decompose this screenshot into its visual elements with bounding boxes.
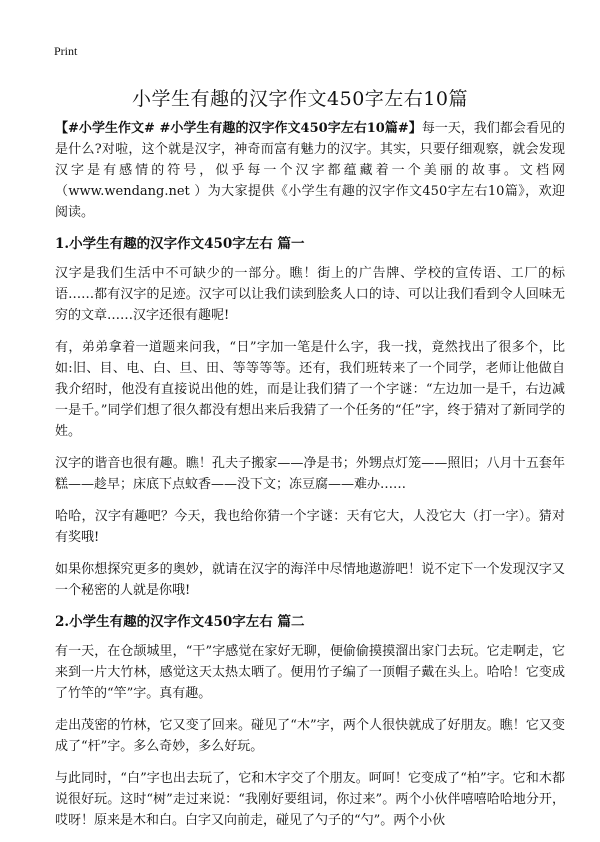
section-paragraph: 如果你想探究更多的奥妙，就请在汉字的海洋中尽情地遨游吧！说不定下一个发现汉字又一个秘密的人就是你哦! [55, 562, 565, 598]
intro-paragraph [55, 118, 565, 223]
section-paragraph: 有，弟弟拿着一道题来问我，“日”字加一笔是什么字，我一找，竟然找出了很多个，比如:旧、目、电、白、旦、田、等等等等。还有，我们班转来了一个同学，老师让他做自我介绍时，他没有直接说出他的姓，而是让我们猜了一个字谜：“左边加一是千，右边减一是千。”同学们想了很久都没有想出来后我猜了一个任务的“任”字，终于猜对了新同学的姓。 [55, 340, 565, 439]
intro-tag: 【#小学生作文# #小学生有趣的汉字作文450字左右10篇#】 [55, 121, 422, 136]
section-paragraph: 汉字的谐音也很有趣。瞧！孔夫子搬家——净是书；外甥点灯笼——照旧；八月十五套年糕——趁早；床底下点蚊香——没下文；冻豆腐——难办…… [55, 456, 565, 492]
section-paragraph: 哈哈，汉字有趣吧？今天，我也给你猜一个字谜：天有它大，人没它大（打一字）。猜对有奖哦! [55, 509, 565, 545]
page-title: 小学生有趣的汉字作文450字左右10篇 [132, 88, 468, 110]
article-body [55, 118, 565, 842]
print-link[interactable]: Print [54, 44, 78, 58]
section-heading: 2.小学生有趣的汉字作文450字左右 篇二 [55, 614, 305, 630]
section-paragraph: 有一天，在仓颉城里，“干”字感觉在家好无聊，便偷偷摸摸溜出家门去玩。它走啊走，它来到一片大竹林，感觉这天太热太晒了。便用竹子编了一顶帽子戴在头上。哈哈！它变成了竹竿的“竿”字。真有趣。 [55, 644, 565, 701]
section-paragraph: 走出茂密的竹林，它又变了回来。碰见了“木”字，两个人很快就成了好朋友。瞧！它又变成了“杆”字。多么奇妙，多么好玩。 [55, 718, 565, 754]
section-paragraph: 汉字是我们生活中不可缺少的一部分。瞧！街上的广告牌、学校的宣传语、工厂的标语……都有汉字的足迹。汉字可以让我们读到脍炙人口的诗、可以让我们看到令人回味无穷的文章……汉字还很有趣呢! [55, 266, 565, 323]
intro-text: 每一天，我们都会看见的是什么?对啦，这个就是汉字，神奇而富有魅力的汉字。其实，只要仔细观察，就会发现汉字是有感情的符号，似乎每一个汉字都蕴藏着一个美丽的故事。文档网（www.wendang.net ）为大家提供《小学生有趣的汉字作文450字左右10篇》，欢迎阅读。 [55, 121, 565, 220]
section-paragraph: 与此同时，“白”字也出去玩了，它和木字交了个朋友。呵呵！它变成了“柏”字。它和木都说很好玩。这时“树”走过来说：“我刚好要组词，你过来”。两个小伙伴嘻嘻哈哈地分开，哎呀！原来是木和白。白字又向前走，碰见了勺子的“勺”。两个小伙 [55, 771, 565, 828]
section-heading: 1.小学生有趣的汉字作文450字左右 篇一 [55, 236, 305, 252]
